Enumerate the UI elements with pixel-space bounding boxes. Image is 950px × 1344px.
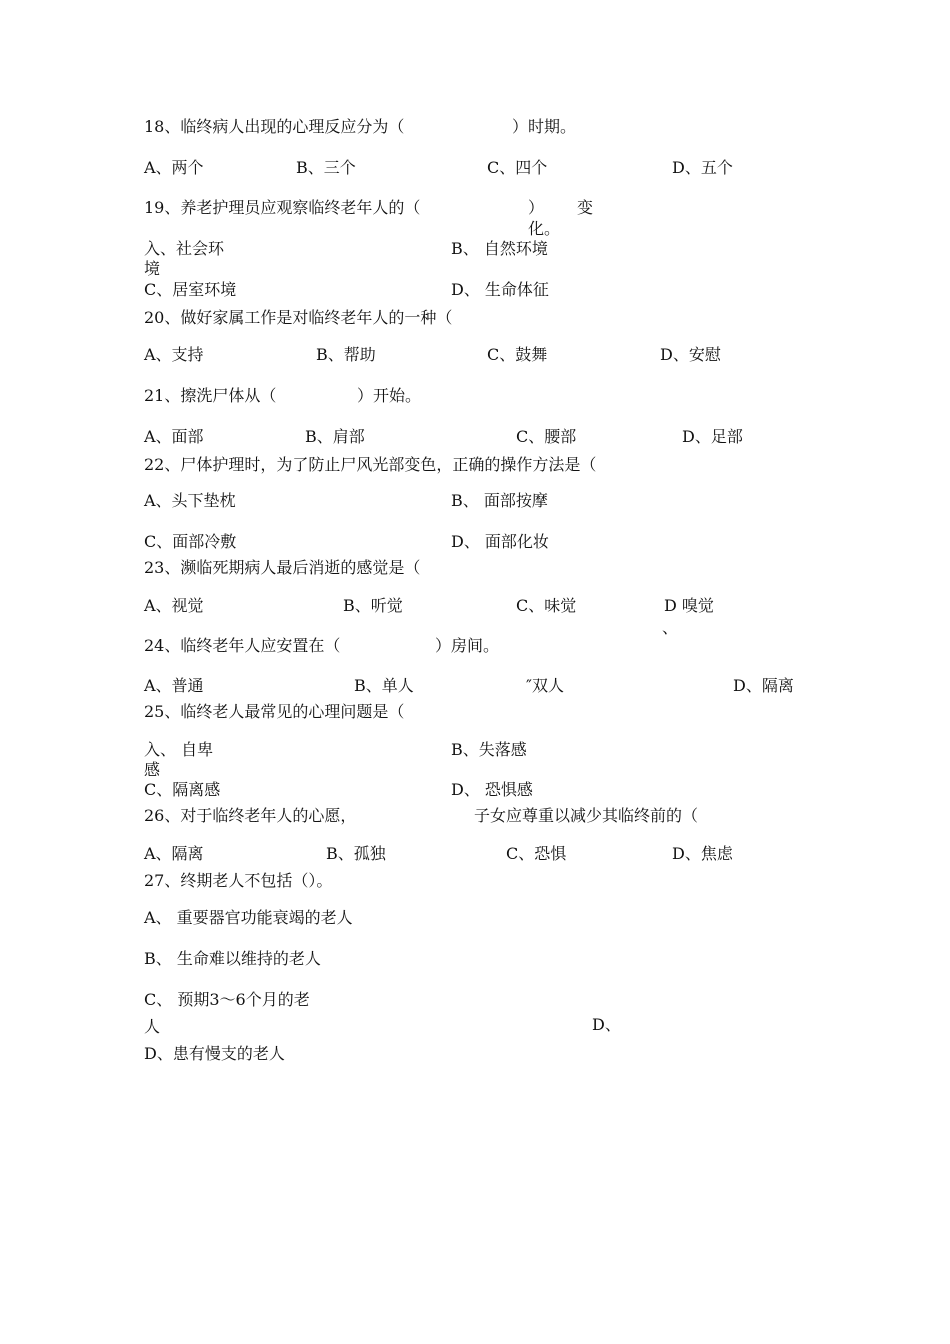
- q24-option-b: B、单人: [354, 676, 414, 695]
- q19-option-d: D、 生命体征: [451, 280, 549, 299]
- q22-option-c: C、面部冷敷: [144, 532, 237, 551]
- question-24-stem: 24、临终老年人应安置在（: [144, 636, 341, 655]
- question-23-stem: 23、濒临死期病人最后消逝的感觉是（: [144, 558, 421, 577]
- q22-option-a: A、头下垫枕: [144, 491, 236, 510]
- q25-option-c: C、隔离感: [144, 780, 221, 799]
- q25-option-d: D、 恐惧感: [451, 780, 533, 799]
- question-24-stem-end: ）房间。: [435, 636, 500, 655]
- question-21-stem-end: ）开始。: [357, 386, 422, 405]
- q25-option-a-wrap: 感: [144, 760, 161, 779]
- q18-option-d: D、五个: [672, 158, 733, 177]
- question-26-stem: 26、对于临终老年人的心愿，: [144, 806, 357, 825]
- question-19-tail-wrap: 化。: [528, 219, 561, 238]
- q26-option-a: A、隔离: [144, 844, 204, 863]
- q25-option-b: B、失落感: [451, 740, 527, 759]
- q18-option-a: A、两个: [144, 158, 204, 177]
- q26-option-b: B、孤独: [326, 844, 386, 863]
- q22-option-d: D、 面部化妆: [451, 532, 549, 551]
- q21-option-c: C、腰部: [516, 427, 577, 446]
- q27-option-a: A、 重要器官功能衰竭的老人: [144, 908, 353, 927]
- question-18-stem-end: ）时期。: [512, 117, 577, 136]
- q23-option-c: C、味觉: [516, 596, 577, 615]
- q27-option-c-wrap: 人: [144, 1017, 161, 1036]
- q24-option-d: D、隔离: [733, 676, 794, 695]
- q27-option-d: D、患有慢支的老人: [144, 1044, 285, 1063]
- q19-option-c: C、居室环境: [144, 280, 237, 299]
- q21-option-d: D、足部: [682, 427, 743, 446]
- q18-option-b: B、三个: [296, 158, 356, 177]
- q25-option-a: 入、 自卑: [144, 740, 214, 759]
- question-20-stem: 20、做好家属工作是对临终老年人的一种（: [144, 308, 453, 327]
- q23-option-d-mark: 、: [662, 618, 679, 637]
- q24-option-a: A、普通: [144, 676, 204, 695]
- q23-option-d: D 嗅觉: [664, 596, 714, 615]
- q19-option-b: B、 自然环境: [451, 239, 548, 258]
- question-18-stem: 18、临终病人出现的心理反应分为（: [144, 117, 405, 136]
- q20-option-b: B、帮助: [316, 345, 376, 364]
- question-25-stem: 25、临终老人最常见的心理问题是（: [144, 702, 405, 721]
- q26-option-d: D、焦虑: [672, 844, 733, 863]
- q18-option-c: C、四个: [487, 158, 548, 177]
- q21-option-b: B、肩部: [305, 427, 365, 446]
- q23-option-a: A、视觉: [144, 596, 204, 615]
- question-19-paren: ）: [528, 198, 545, 217]
- q24-option-c: ″双人: [526, 676, 564, 695]
- q26-option-c: C、恐惧: [506, 844, 567, 863]
- q20-option-a: A、支持: [144, 345, 204, 364]
- q21-option-a: A、面部: [144, 427, 204, 446]
- question-27-stem: 27、终期老人不包括（）。: [144, 871, 333, 890]
- question-21-stem: 21、擦洗尸体从（: [144, 386, 277, 405]
- question-19-tail: 变: [577, 198, 594, 217]
- q27-option-b: B、 生命难以维持的老人: [144, 949, 321, 968]
- q23-option-b: B、听觉: [343, 596, 403, 615]
- question-22-stem: 22、尸体护理时，为了防止尸风光部变色，正确的操作方法是（: [144, 455, 597, 474]
- q27-stray-label: D、: [592, 1015, 621, 1034]
- q19-option-a-wrap: 境: [144, 259, 161, 278]
- question-26-stem-cont: 子女应尊重以减少其临终前的（: [474, 806, 699, 825]
- question-19-stem: 19、养老护理员应观察临终老年人的（: [144, 198, 421, 217]
- q27-option-c: C、 预期3〜6个月的老: [144, 990, 310, 1009]
- q20-option-c: C、鼓舞: [487, 345, 548, 364]
- q19-option-a: 入、社会环: [144, 239, 225, 258]
- q22-option-b: B、 面部按摩: [451, 491, 548, 510]
- q20-option-d: D、安慰: [660, 345, 721, 364]
